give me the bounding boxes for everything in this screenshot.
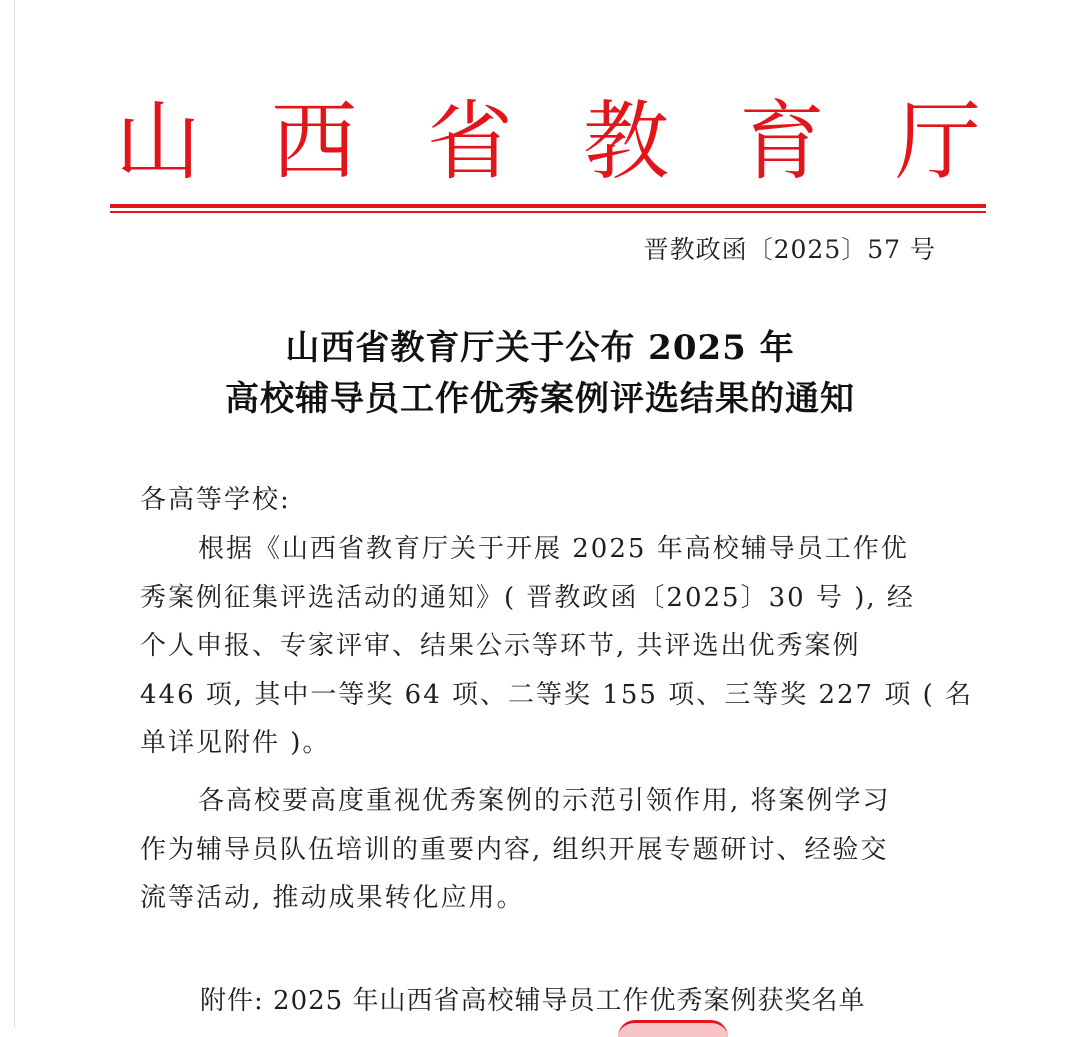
- paragraph-line: 各高校要高度重视优秀案例的示范引领作用, 将案例学习: [198, 786, 891, 816]
- paragraph-line: 个人申报、专家评审、结果公示等环节, 共评选出优秀案例: [140, 631, 861, 661]
- masthead-char: 省: [427, 92, 513, 192]
- header-red-rule-thin: [110, 211, 986, 213]
- attachment-line: 附件: 2025 年山西省高校辅导员工作优秀案例获奖名单: [200, 986, 866, 1016]
- document-number: 晋教政函〔2025〕57 号: [643, 235, 936, 264]
- document-title-line-2: 高校辅导员工作优秀案例评选结果的通知: [225, 379, 855, 419]
- masthead-char: 山: [115, 92, 201, 192]
- paragraph-line: 作为辅导员队伍培训的重要内容, 组织开展专题研讨、经验交: [140, 834, 889, 865]
- paragraph-line: 446 项, 其中一等奖 64 项、二等奖 155 项、三等奖 227 项 ( 名: [140, 679, 974, 710]
- page-edge-divider: [14, 0, 15, 1027]
- masthead: [110, 92, 986, 192]
- masthead-char: 厅: [895, 92, 981, 192]
- header-red-rule-thick: [110, 204, 986, 208]
- official-seal-fragment: [618, 1020, 728, 1037]
- masthead-char: 育: [739, 92, 825, 192]
- masthead-char: 西: [271, 92, 357, 192]
- document-title-line-1: 山西省教育厅关于公布 2025 年: [285, 328, 795, 368]
- masthead-char: 教: [583, 92, 669, 192]
- body-paragraph-2: [140, 777, 940, 923]
- paragraph-line: 秀案例征集评选活动的通知》( 晋教政函〔2025〕30 号 ), 经: [140, 582, 915, 613]
- paragraph-line: 单详见附件 )。: [140, 728, 331, 758]
- paragraph-line: 流等活动, 推动成果转化应用。: [140, 883, 525, 913]
- paragraph-line: 根据《山西省教育厅关于开展 2025 年高校辅导员工作优: [198, 534, 909, 564]
- salutation: 各高等学校:: [140, 485, 291, 515]
- body-paragraph-1: [140, 525, 974, 768]
